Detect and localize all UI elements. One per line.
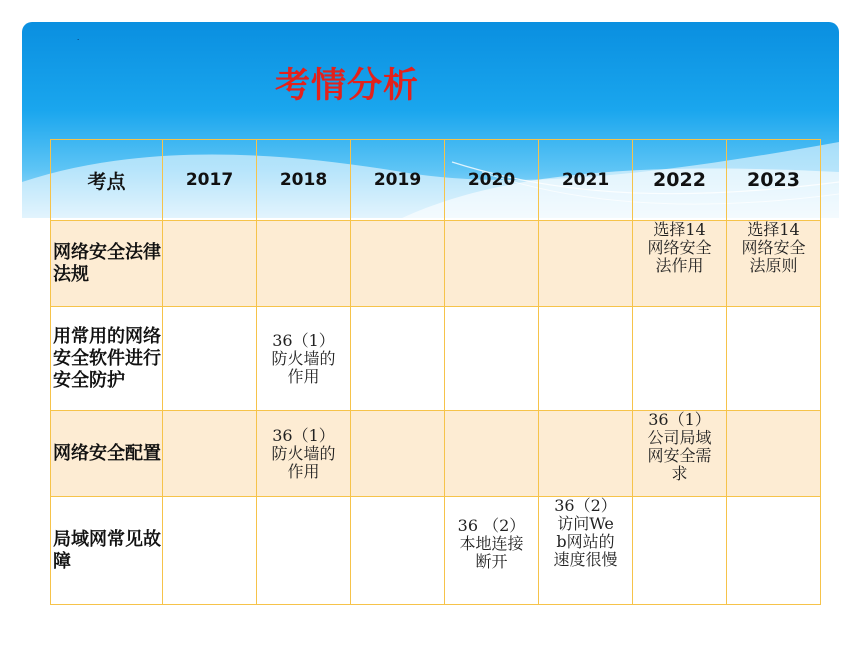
table-cell <box>163 411 257 497</box>
table-cell <box>351 307 445 411</box>
table-row <box>51 497 821 605</box>
table-cell <box>727 497 821 605</box>
cell-text: 36（2）访问Web网站的速度很慢 <box>553 496 618 569</box>
cell-text: 36（1）公司局域网安全需求 <box>647 410 712 483</box>
header-year-2022: 2022 <box>633 140 727 221</box>
table-cell <box>257 411 351 497</box>
table-cell <box>633 307 727 411</box>
corner-mark: . <box>77 34 80 42</box>
table-row <box>51 411 821 497</box>
table-cell <box>351 221 445 307</box>
table-cell <box>163 307 257 411</box>
row-topic: 网络安全配置 <box>51 411 163 497</box>
table-cell <box>257 497 351 605</box>
row-topic: 用常用的网络安全软件进行安全防护 <box>51 307 163 411</box>
header-year-2018: 2018 <box>257 140 351 221</box>
table-cell <box>539 307 633 411</box>
header-year-2019: 2019 <box>351 140 445 221</box>
table-row <box>51 221 821 307</box>
table-cell <box>539 497 633 605</box>
cell-text: 36（1）防火墙的作用 <box>271 425 336 481</box>
table-cell <box>633 221 727 307</box>
table-cell <box>351 497 445 605</box>
table-cell <box>633 497 727 605</box>
table-cell <box>445 411 539 497</box>
cell-text: 选择14网络安全法原则 <box>741 220 806 275</box>
cell-text: 36（1）防火墙的作用 <box>271 330 336 386</box>
page-title: 考情分析 <box>275 66 420 106</box>
table-cell <box>539 221 633 307</box>
header-year-2020: 2020 <box>445 140 539 221</box>
table-cell <box>633 411 727 497</box>
header-year-2023: 2023 <box>727 140 821 221</box>
table-cell <box>727 307 821 411</box>
table-cell <box>257 221 351 307</box>
table-cell <box>539 411 633 497</box>
table-cell <box>445 497 539 605</box>
header-year-2017: 2017 <box>163 140 257 221</box>
row-topic: 局域网常见故障 <box>51 497 163 605</box>
header-topic: 考点 <box>51 140 163 221</box>
header-row <box>51 140 821 221</box>
exam-table <box>50 139 821 605</box>
table-cell <box>727 411 821 497</box>
table-cell <box>727 221 821 307</box>
table-cell <box>163 497 257 605</box>
table-cell <box>257 307 351 411</box>
cell-text: 36 （2）本地连接断开 <box>457 516 526 571</box>
table-cell <box>445 307 539 411</box>
table-cell <box>163 221 257 307</box>
row-topic: 网络安全法律法规 <box>51 221 163 307</box>
table-cell <box>445 221 539 307</box>
header-year-2021: 2021 <box>539 140 633 221</box>
table-row <box>51 307 821 411</box>
table-cell <box>351 411 445 497</box>
cell-text: 选择14网络安全法作用 <box>647 220 712 275</box>
